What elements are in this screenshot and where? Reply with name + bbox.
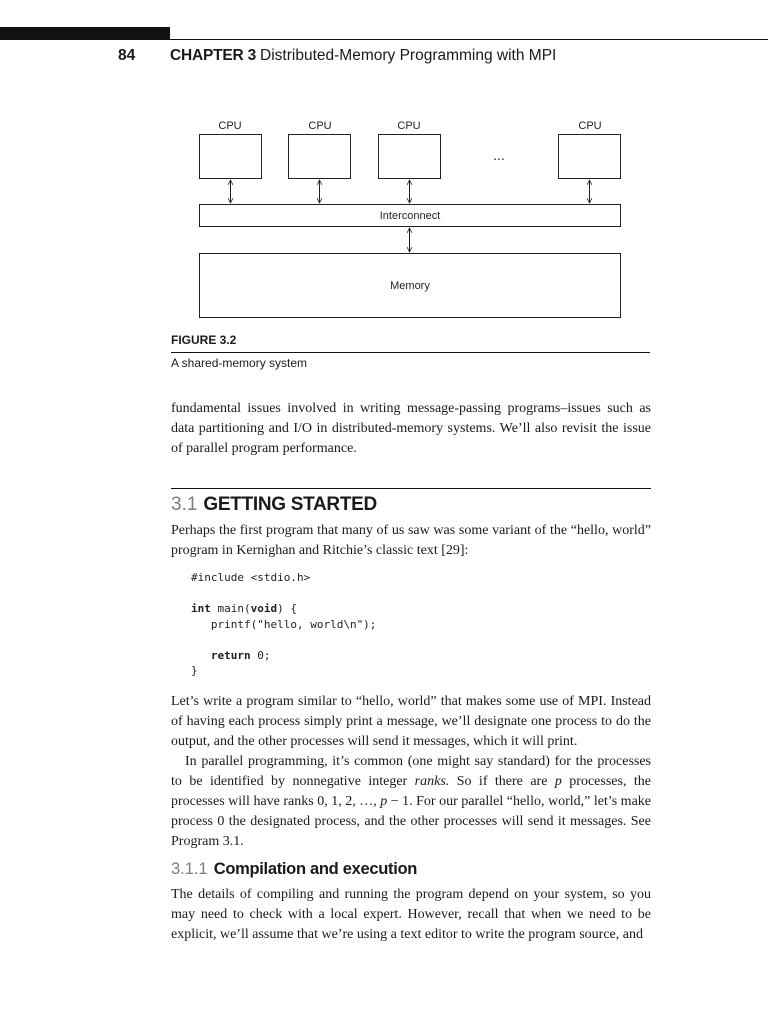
code-keyword-return: return: [210, 648, 251, 662]
section-paragraph-1: Perhaps the first program that many of us saw was some variant of the “hello, world” program in Kernighan and Ritchie’s classic text [29]:: [171, 523, 651, 558]
code-keyword-void: void: [250, 602, 278, 615]
code-line-include: #include <stdio.h>: [191, 571, 311, 584]
code-line-printf: printf("hello, world\n");: [191, 617, 377, 631]
chapter-title: Distributed-Memory Programming with MPI: [260, 47, 557, 64]
section-title: GETTING STARTED: [203, 494, 377, 515]
subsection-number: 3.1.1: [171, 860, 208, 878]
code-line-main: main(: [210, 602, 251, 615]
para3-text-1: In parallel programming, it’s common (one might say standard) for the processes to be identified by nonnegative integer: [171, 754, 651, 789]
cpu-ellipsis: ...: [493, 147, 505, 163]
code-listing: [191, 570, 376, 679]
cpu-box-3: [379, 135, 441, 179]
section-paragraph-3: [171, 752, 651, 852]
para3-var-p-2: p: [380, 794, 388, 809]
section-paragraph-2: Let’s write a program similar to “hello, world” that makes some use of MPI. Instead of having each process simply print a message, we’ll designate one process to do the output, and the other processes will send it messages, which it will print.: [171, 694, 651, 749]
cpu-label-2: CPU: [308, 120, 332, 132]
cpu-box-4: [559, 135, 621, 179]
code-line-main-end: ) {: [277, 602, 297, 615]
para3-ranks: ranks.: [414, 774, 450, 789]
section-heading: [171, 494, 377, 516]
para3-text-4: − 1. For our parallel “hello, world,” let’s make process 0 the designated process, and the other processes will send it messages. See Program 3.1.: [171, 794, 651, 849]
memory-label: Memory: [390, 280, 430, 292]
figure-caption: A shared-memory system: [171, 356, 308, 370]
figure-rule: [171, 352, 650, 353]
para3-var-p: p: [554, 774, 562, 789]
cpu-box-1: [200, 135, 262, 179]
cpu-label-3: CPU: [397, 120, 421, 132]
subsection-paragraph-1: The details of compiling and running the program depend on your system, so you may need to check with a local expert. However, recall that when we need to be explicit, we’ll assume that we’re using a text editor to write the program source, and: [171, 887, 651, 942]
code-keyword-int: int: [191, 602, 211, 615]
interconnect-label: Interconnect: [379, 210, 441, 222]
para3-text-3: processes, the processes will have ranks 0, 1, 2, …,: [171, 774, 651, 809]
intro-paragraph: fundamental issues involved in writing message-passing programs–issues such as data partitioning and I/O in distributed-memory systems. We’ll also revisit the issue of parallel program performance.: [171, 401, 651, 456]
code-line-return: 0;: [250, 648, 271, 662]
page-number: 84: [118, 47, 136, 64]
section-rule: [171, 488, 651, 489]
cpu-box-2: [289, 135, 351, 179]
para3-text-2: So if there are: [449, 774, 555, 789]
subsection-title: Compilation and execution: [213, 860, 418, 878]
figure-label: FIGURE 3.2: [171, 333, 237, 347]
chapter-label: CHAPTER 3: [170, 47, 257, 64]
code-line-close: }: [191, 664, 198, 677]
subsection-heading: [171, 860, 417, 879]
cpu-label-1: CPU: [218, 120, 242, 132]
cpu-label-4: CPU: [578, 120, 602, 132]
section-number: 3.1: [171, 494, 198, 515]
shared-memory-diagram: [0, 0, 768, 330]
